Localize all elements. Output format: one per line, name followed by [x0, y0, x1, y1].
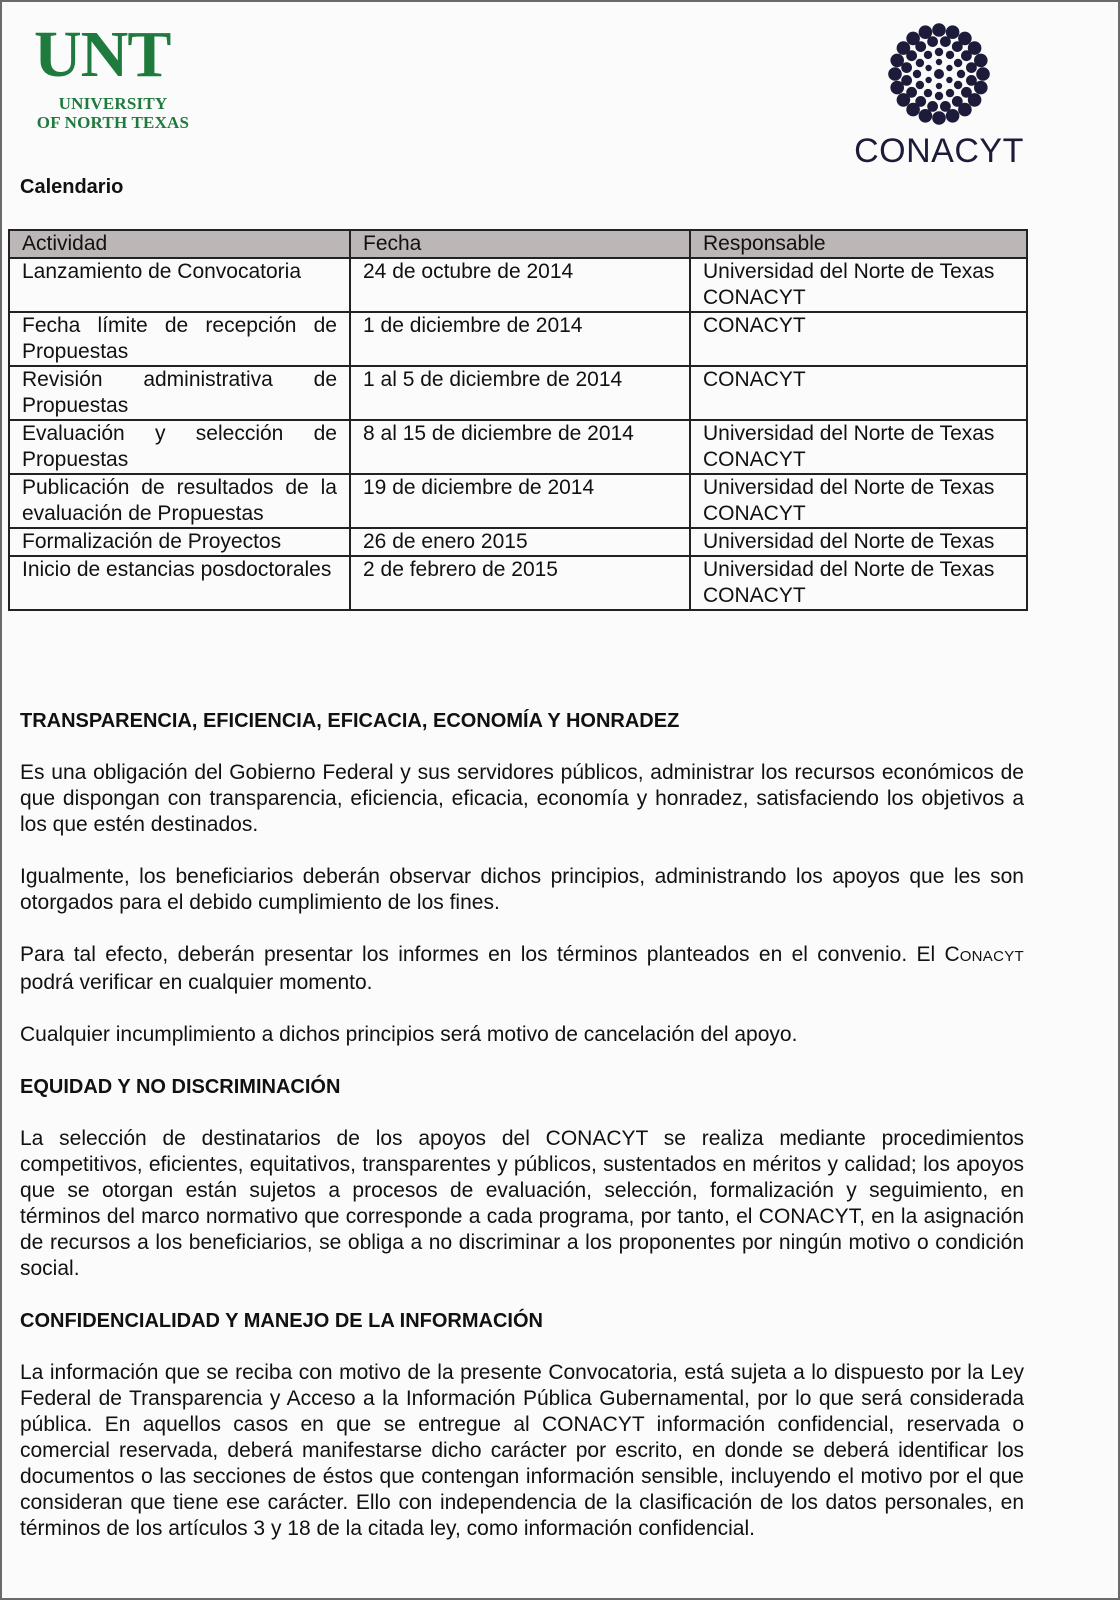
cell-responsable [690, 474, 1027, 528]
table-row [9, 420, 1027, 474]
cell-actividad: Fecha límite de recepción de Propuestas [9, 312, 350, 366]
column-header-actividad: Actividad [9, 230, 350, 258]
unt-logo [24, 18, 224, 136]
conacyt-dot [932, 111, 946, 125]
conacyt-dot [946, 77, 952, 83]
table-row [9, 258, 1027, 312]
cell-fecha: 2 de febrero de 2015 [350, 556, 690, 610]
cell-responsable [690, 556, 1027, 610]
paragraph: La selección de destinatarios de los apoyos del CONACYT se realiza mediante procedimientos competitivos, eficientes, equitativos, transparentes y públicos, sustentados en méritos y calidad; los apoyos que se otorgan están sujetos a procesos de evaluación, selección, formalización y seguimiento, en términos del marco normativo que corresponde a cada programa, por tanto, el CONACYT, en la asignación de recursos a los beneficiarios, se obliga a no discriminar a los proponentes por ningún motivo o condición social. [20, 1127, 1024, 1280]
cell-actividad: Evaluación y selección de Propuestas [9, 420, 350, 474]
conacyt-dot [924, 51, 932, 59]
conacyt-dot [974, 54, 988, 68]
conacyt-logo [844, 20, 1034, 170]
cell-responsable [690, 258, 1027, 312]
responsable-line: CONACYT [703, 368, 806, 391]
conacyt-dot [946, 65, 952, 71]
calendar-title: Calendario [20, 176, 124, 198]
cell-fecha: 26 de enero 2015 [350, 528, 690, 556]
paragraph-text: podrá verificar en cualquier momento. [20, 971, 373, 994]
column-header-responsable: Responsable [690, 230, 1027, 258]
paragraph: La información que se reciba con motivo de la presente Convocatoria, está sujeta a lo dispuesto por la Ley Federal de Transparencia y Acceso a la Información Pública Gubernamental, por lo que será considerada pública. En aquellos casos en que se entregue al CONACYT información confidencial, reservada o comercial reservada, deberá manifestarse dicho carácter por escrito, en donde se deberá identificar los documentos o las secciones de éstos que contengan información sensible, incluyendo el motivo por el que consideran que tiene ese carácter. Ello con independencia de la clasificación de los datos personales, en términos de los artículos 3 y 18 de la citada ley, como información confidencial. [20, 1361, 1024, 1540]
unt-logo-line1: UNIVERSITY [58, 94, 168, 113]
conacyt-dot [958, 103, 972, 117]
conacyt-dot [913, 70, 921, 78]
section-heading-transparencia: TRANSPARENCIA, EFICIENCIA, EFICACIA, ECONOMÍA Y HONRADEZ [20, 710, 680, 732]
conacyt-dot [916, 59, 924, 67]
conacyt-dot [946, 51, 954, 59]
calendar-table-body [9, 258, 1027, 610]
responsable-line: Universidad del Norte de Texas [703, 422, 995, 445]
column-header-fecha: Fecha [350, 230, 690, 258]
paragraph: Es una obligación del Gobierno Federal y sus servidores públicos, administrar los recursos económicos de que dispongan con transparencia, eficiencia, eficacia, economía y honradez, satisfaciendo los objetivos a los que estén destinados. [20, 761, 1024, 836]
table-row [9, 312, 1027, 366]
cell-actividad: Inicio de estancias posdoctorales [9, 556, 350, 610]
conacyt-dot [957, 70, 965, 78]
responsable-line: CONACYT [703, 502, 806, 525]
conacyt-initial: C [944, 943, 960, 966]
conacyt-dots-icon [844, 20, 1034, 128]
paragraph: Cualquier incumplimiento a dichos principios será motivo de cancelación del apoyo. [20, 1023, 798, 1046]
conacyt-dot [897, 93, 911, 107]
cell-responsable [690, 420, 1027, 474]
table-row [9, 366, 1027, 420]
conacyt-dot [974, 81, 988, 95]
conacyt-dot [935, 92, 943, 100]
responsable-line: Universidad del Norte de Texas [703, 476, 995, 499]
calendar-table [8, 229, 1028, 611]
conacyt-dot [897, 41, 911, 55]
conacyt-dot [946, 25, 960, 39]
section-heading-equidad: EQUIDAD Y NO DISCRIMINACIÓN [20, 1076, 341, 1098]
table-header-row [9, 230, 1027, 258]
conacyt-dot [968, 93, 982, 107]
conacyt-dot [925, 77, 931, 83]
table-row [9, 474, 1027, 528]
responsable-line: Universidad del Norte de Texas [703, 260, 995, 283]
table-row [9, 528, 1027, 556]
paragraph [20, 942, 1024, 996]
conacyt-smallcaps: ONACYT [959, 948, 1024, 965]
cell-fecha: 19 de diciembre de 2014 [350, 474, 690, 528]
responsable-line: CONACYT [703, 584, 806, 607]
cell-responsable [690, 528, 1027, 556]
conacyt-dot [946, 89, 954, 97]
conacyt-dot [954, 59, 962, 67]
responsable-line: Universidad del Norte de Texas [703, 558, 995, 581]
cell-fecha: 1 al 5 de diciembre de 2014 [350, 366, 690, 420]
responsable-line: Universidad del Norte de Texas [703, 530, 995, 553]
conacyt-dot [916, 81, 924, 89]
cell-actividad: Revisión administrativa de Propuestas [9, 366, 350, 420]
conacyt-dot [936, 83, 942, 89]
conacyt-dot [919, 109, 933, 123]
section-heading-confidencialidad: CONFIDENCIALIDAD Y MANEJO DE LA INFORMACIÓN [20, 1310, 543, 1332]
conacyt-logo-word: CONACYT [854, 132, 1024, 170]
cell-responsable [690, 366, 1027, 420]
unt-logo-subtitle [24, 94, 202, 132]
cell-fecha: 8 al 15 de diciembre de 2014 [350, 420, 690, 474]
conacyt-dot [890, 54, 904, 68]
document-body [20, 708, 1024, 1568]
responsable-line: CONACYT [703, 286, 806, 309]
unt-logo-line2: OF NORTH TEXAS [36, 113, 190, 132]
cell-fecha: 1 de diciembre de 2014 [350, 312, 690, 366]
conacyt-dot [935, 48, 943, 56]
conacyt-dot [946, 109, 960, 123]
paragraph: Igualmente, los beneficiarios deberán observar dichos principios, administrando los apoyos que les son otorgados para el debido cumplimiento de los fines. [20, 865, 1024, 914]
conacyt-dot [906, 32, 920, 46]
conacyt-dot [924, 89, 932, 97]
conacyt-dot [954, 81, 962, 89]
conacyt-dot [925, 65, 931, 71]
cell-responsable [690, 312, 1027, 366]
conacyt-dot [919, 25, 933, 39]
unt-logo-mark: UNT [34, 18, 171, 91]
cell-actividad: Publicación de resultados de la evaluación de Propuestas [9, 474, 350, 528]
cell-actividad: Formalización de Proyectos [9, 528, 350, 556]
conacyt-dot [932, 23, 946, 37]
table-row [9, 556, 1027, 610]
conacyt-dot [976, 67, 990, 81]
conacyt-dot [934, 69, 944, 79]
conacyt-dot [936, 59, 942, 65]
cell-actividad: Lanzamiento de Convocatoria [9, 258, 350, 312]
responsable-line: CONACYT [703, 448, 806, 471]
conacyt-dot [906, 103, 920, 117]
conacyt-dot [890, 81, 904, 95]
conacyt-dot [968, 41, 982, 55]
paragraph-text: Para tal efecto, deberán presentar los informes en los términos planteados en el convenio. El [20, 943, 945, 966]
responsable-line: CONACYT [703, 314, 806, 337]
conacyt-dot [958, 32, 972, 46]
cell-fecha: 24 de octubre de 2014 [350, 258, 690, 312]
conacyt-dot [888, 67, 902, 81]
